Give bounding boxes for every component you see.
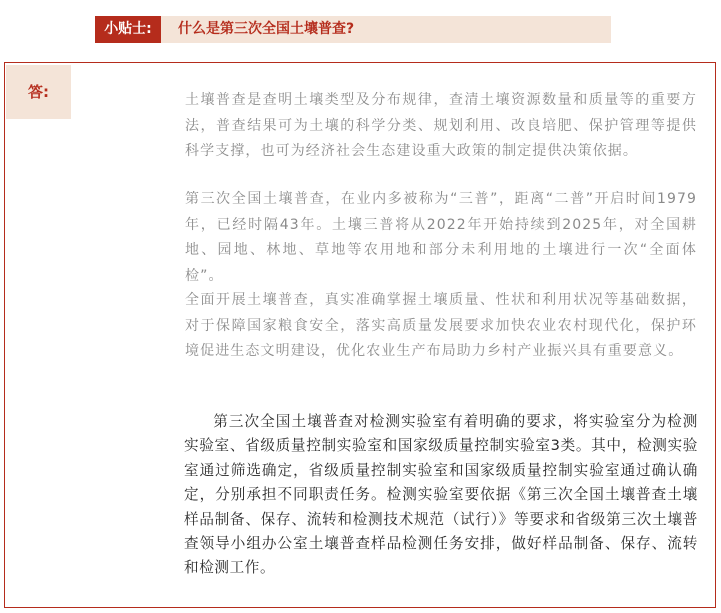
background-paragraph: 第三次全国土壤普查，在业内多被称为“三普”，距离“二普”开启时间1979年，已经时隔43年。土壤三普将从2022年开始持续到2025年，对全国耕地、园地、林地、草地等农用地和部分未利用地的土壤进行一次“全面体检”。 <box>185 191 697 284</box>
tip-header <box>95 16 611 43</box>
significance-paragraph: 全面开展土壤普查，真实准确掌握土壤质量、性状和利用状况等基础数据，对于保障国家粮食安全，落实高质量发展要求加快农业农村现代化，保护环境促进生态文明建设，优化农业生产布局助力乡村产业振兴具有重要意义。 <box>185 292 697 359</box>
tip-question: 什么是第三次全国土壤普查? <box>178 21 355 37</box>
definition-paragraph: 土壤普查是查明土壤类型及分布规律，查清土壤资源数量和质量等的重要方法，普查结果可为土壤的科学分类、规划利用、改良培肥、保护管理等提供科学支撑，也可为经济社会生态建设重大政策的制定提供决策依据。 <box>185 92 697 159</box>
lab-requirements-paragraph: 第三次全国土壤普查对检测实验室有着明确的要求，将实验室分为检测实验室、省级质量控制实验室和国家级质量控制实验室3类。其中，检测实验室通过筛选确定，省级质量控制实验室和国家级质量控制实验室通过确认确定，分别承担不同职责任务。检测实验室要依据《第三次全国土壤普查土壤样品制备、保存、流转和检测技术规范（试行）》等要求和省级第三次土壤普查领导小组办公室土壤普查样品检测任务安排，做好样品制备、保存、流转和检测工作。 <box>184 413 698 577</box>
tip-label: 小贴士: <box>95 16 161 43</box>
answer-label: 答: <box>6 65 71 119</box>
